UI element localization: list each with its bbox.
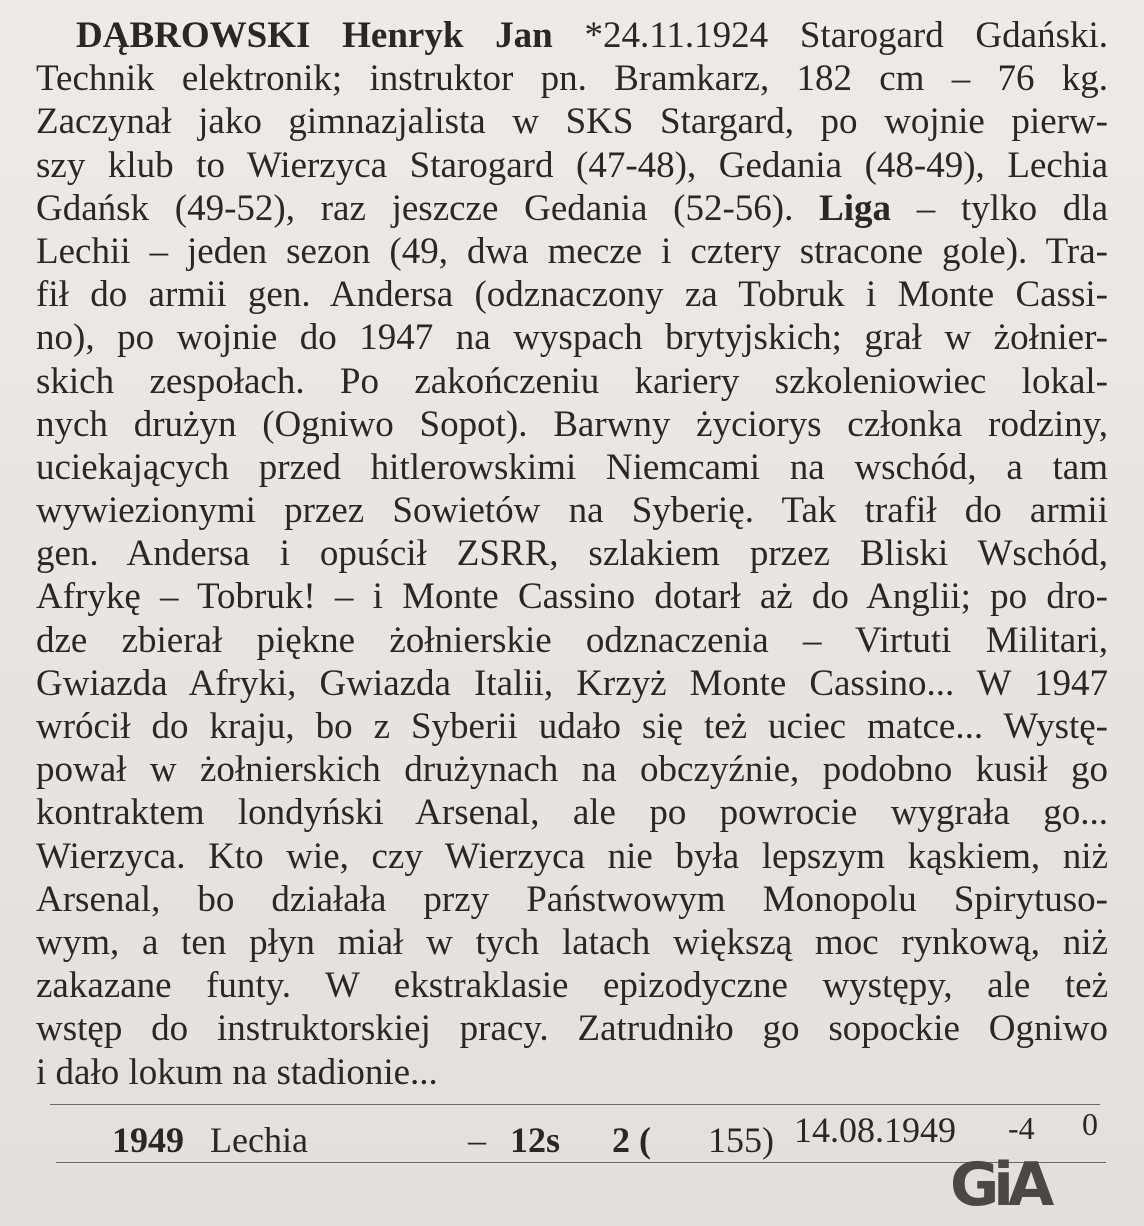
text-line: no), po wojnie do 1947 na wyspach brytyjskich; grał w żołnier-	[36, 317, 1108, 359]
publisher-logo: GiA	[950, 1150, 1049, 1220]
entry-header-line	[36, 14, 1108, 57]
stats-date: 14.08.1949	[794, 1110, 956, 1150]
birth-info: *24.11.1924 Starogard Gdański.	[552, 15, 1108, 56]
text-line: skich zespołach. Po zakończeniu kariery szkoleniowiec lokal-	[36, 360, 1108, 402]
text-line: Zaczynał jako gimnazjalista w SKS Stargard, po wojnie pierw-	[36, 101, 1108, 143]
stats-top-rule	[50, 1104, 1100, 1105]
text-line: zakazane funty. W ekstraklasie epizodyczne występy, ale też	[36, 965, 1108, 1007]
stats-minus: -4	[1008, 1110, 1035, 1146]
text-line: Technik elektronik; instruktor pn. Bramkarz, 182 cm – 76 kg.	[36, 58, 1108, 100]
stats-games: 12s	[510, 1120, 561, 1160]
text-line: gen. Andersa i opuścił ZSRR, szlakiem przez Bliski Wschód,	[36, 533, 1108, 575]
text-line: nych drużyn (Ogniwo Sopot). Barwny życiorys członka rodziny,	[36, 403, 1108, 445]
text-line: Wierzyca. Kto wie, czy Wierzyca nie była lepszym kąskiem, niż	[36, 835, 1108, 877]
text-line: Arsenal, bo działała przy Państwowym Monopolu Spirytuso-	[36, 878, 1108, 920]
text-line: Lechii – jeden sezon (49, dwa mecze i cztery stracone gole). Tra-	[36, 230, 1108, 272]
text-line: i dało lokum na stadionie...	[36, 1051, 438, 1093]
text-line: fił do armii gen. Andersa (odznaczony za Tobruk i Monte Cassi-	[36, 274, 1108, 316]
stats-number: 155)	[708, 1120, 774, 1160]
stats-zero: 0	[1082, 1106, 1098, 1142]
text-line: dze zbierał piękne żołnierskie odznaczenia – Virtuti Militari,	[36, 619, 1108, 661]
text-line: wywiezionymi przez Sowietów na Syberię. Tak trafił do armii	[36, 490, 1108, 532]
text-line: Afrykę – Tobruk! – i Monte Cassino dotarł aż do Anglii; po dro-	[36, 576, 1108, 618]
stats-dash: –	[468, 1120, 486, 1160]
stats-club: Lechia	[210, 1120, 308, 1160]
text-line-part: Gdańsk (49-52), raz jeszcze Gedania (52-56).	[36, 187, 794, 229]
stats-bottom-rule	[56, 1162, 1106, 1163]
text-line: pował w żołnierskich drużynach na obczyźnie, podobno kusił go	[36, 749, 1108, 791]
text-line: szy klub to Wierzyca Starogard (47-48), Gedania (48-49), Lechia	[36, 144, 1108, 186]
biography-entry	[36, 14, 1108, 1094]
stats-count: 2 (	[612, 1120, 651, 1160]
text-line: kontraktem londyński Arsenal, ale po powrocie wygrała go...	[36, 792, 1108, 834]
stats-season: 1949	[112, 1120, 184, 1160]
text-line-liga	[36, 187, 1108, 230]
player-name: DĄBROWSKI Henryk Jan	[76, 15, 553, 56]
text-line: uciekających przed hitlerowskimi Niemcami na wschód, a tam	[36, 446, 1108, 488]
liga-label: Liga	[819, 187, 892, 229]
text-line: wstęp do instruktorskiej pracy. Zatrudniło go sopockie Ogniwo	[36, 1008, 1108, 1050]
liga-rest: – tylko dla	[891, 187, 1108, 229]
text-line: wrócił do kraju, bo z Syberii udało się też uciec matce... Wystę-	[36, 706, 1108, 747]
text-line: wym, a ten płyn miał w tych latach większą moc rynkową, niż	[36, 921, 1108, 963]
text-line: Gwiazda Afryki, Gwiazda Italii, Krzyż Monte Cassino... W 1947	[36, 662, 1108, 704]
